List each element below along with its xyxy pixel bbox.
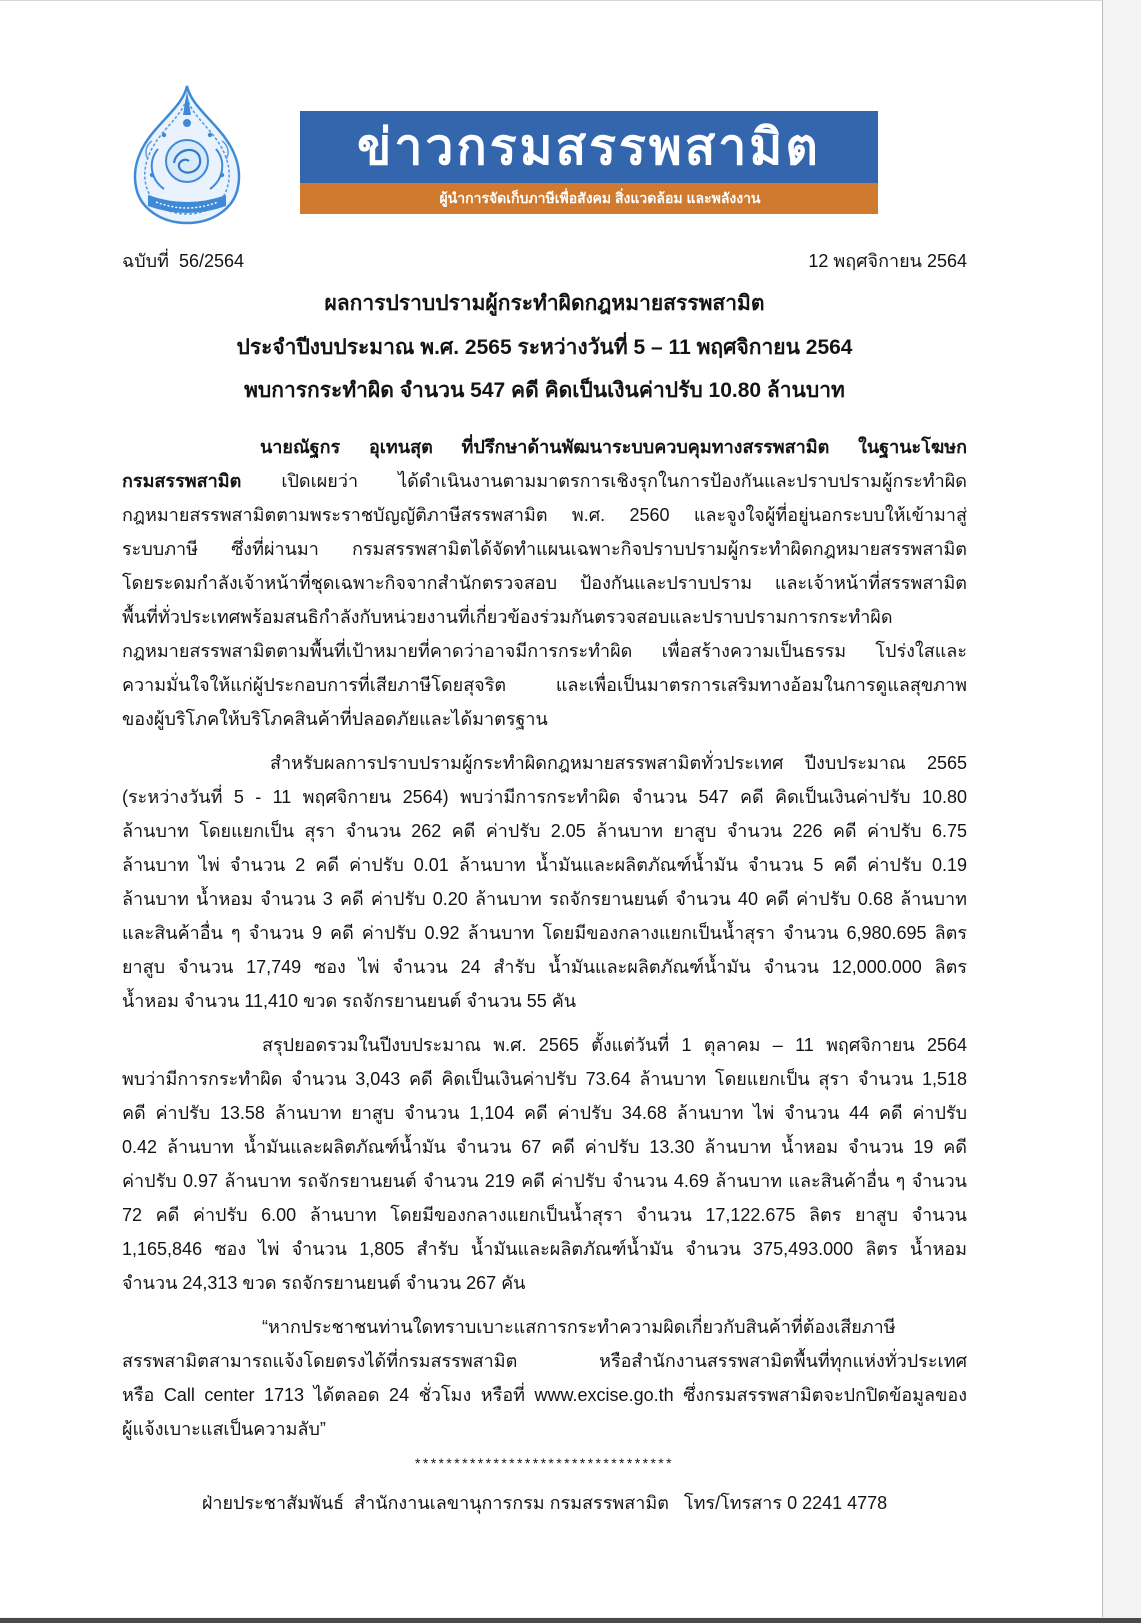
body-line: สรรพสามิตสามารถแจ้งโดยตรงได้ที่กรมสรรพสามิต หรือสำนักงานสรรพสามิตพื้นที่ทุกแห่งทั่วประเทศ bbox=[122, 1351, 967, 1371]
body-line: โดยระดมกำลังเจ้าหน้าที่ชุดเฉพาะกิจจากสำนักตรวจสอบ ป้องกันและปราบปราม และเจ้าหน้าที่สรรพสามิต bbox=[122, 573, 967, 593]
body-line: น้ำหอม จำนวน 11,410 ขวด รถจักรยานยนต์ จำนวน 55 คัน bbox=[122, 991, 577, 1011]
footer-contact: ฝ่ายประชาสัมพันธ์ สำนักงานเลขานุการกรม กรมสรรพสามิต โทร/โทรสาร 0 2241 4778 bbox=[201, 1493, 888, 1513]
body-line: 1,165,846 ซอง ไพ่ จำนวน 1,805 สำรับ น้ำมันและผลิตภัณฑ์น้ำมัน จำนวน 375,493.000 ลิตร น้ำหอม bbox=[122, 1239, 967, 1259]
body-line: คดี ค่าปรับ 13.58 ล้านบาท ยาสูบ จำนวน 1,104 คดี ค่าปรับ 34.68 ล้านบาท ไพ่ จำนวน 44 คดี ค่าปรับ bbox=[122, 1103, 967, 1123]
headline bbox=[122, 282, 967, 413]
paragraph-2 bbox=[122, 746, 967, 1018]
body-line: ล้านบาท น้ำหอม จำนวน 3 คดี ค่าปรับ 0.20 ล้านบาท รถจักรยานยนต์ จำนวน 40 คดี ค่าปรับ 0.68 ล้านบาท bbox=[122, 889, 967, 909]
body-line: หรือ Call center 1713 ได้ตลอด 24 ชั่วโมง หรือที่ www.excise.go.th ซึ่งกรมสรรพสามิตจะปกปิดข้อมูลของ bbox=[122, 1385, 967, 1405]
body-text: เปิดเผยว่า ได้ดำเนินงานตามมาตรการเชิงรุกในการป้องกันและปราบปรามผู้กระทำผิด bbox=[241, 471, 967, 491]
spokesperson-org: กรมสรรพสามิต bbox=[122, 471, 242, 491]
body-line: 72 คดี ค่าปรับ 6.00 ล้านบาท โดยมีของกลางแยกเป็นน้ำสุรา จำนวน 17,122.675 ลิตร ยาสูบ จำนวน bbox=[122, 1205, 967, 1225]
excise-emblem-logo bbox=[128, 83, 246, 227]
body-line: นายณัฐกร อุเทนสุต ที่ปรึกษาด้านพัฒนาระบบควบคุมทางสรรพสามิต ในฐานะโฆษก bbox=[260, 437, 967, 457]
issue-meta bbox=[122, 244, 967, 278]
paragraph-4 bbox=[122, 1310, 967, 1446]
body-line: ของผู้บริโภคให้บริโภคสินค้าที่ปลอดภัยและได้มาตรฐาน bbox=[122, 709, 548, 729]
issue-date: 12 พฤศจิกายน 2564 bbox=[808, 251, 967, 271]
body-line: และสินค้าอื่น ๆ จำนวน 9 คดี ค่าปรับ 0.92 ล้านบาท โดยมีของกลางแยกเป็นน้ำสุรา จำนวน 6,980.695 ลิตร bbox=[122, 923, 967, 943]
news-banner bbox=[300, 111, 878, 214]
issue-number: ฉบับที่ 56/2564 bbox=[122, 251, 245, 271]
banner-tagline-band bbox=[300, 183, 878, 214]
banner-title: ข่าวกรมสรรพสามิต bbox=[357, 119, 821, 175]
body-line: ยาสูบ จำนวน 17,749 ซอง ไพ่ จำนวน 24 สำรับ น้ำมันและผลิตภัณฑ์น้ำมัน จำนวน 12,000.000 ลิตร bbox=[122, 957, 967, 977]
body-line: กฎหมายสรรพสามิตตามพระราชบัญญัติภาษีสรรพสามิต พ.ศ. 2560 และจูงใจผู้ที่อยู่นอกระบบให้เข้ามาสู่ bbox=[122, 505, 967, 525]
body-line: สำหรับผลการปราบปรามผู้กระทำผิดกฎหมายสรรพสามิตทั่วประเทศ ปีงบประมาณ 2565 bbox=[270, 753, 967, 773]
headline-line: ผลการปราบปรามผู้กระทำผิดกฎหมายสรรพสามิต bbox=[324, 292, 765, 315]
banner-title-band bbox=[300, 111, 878, 183]
headline-line: ประจำปีงบประมาณ พ.ศ. 2565 ระหว่างวันที่ 5 – 11 พฤศจิกายน 2564 bbox=[236, 335, 853, 359]
body-line: ผู้แจ้งเบาะแสเป็นความลับ” bbox=[122, 1419, 326, 1439]
banner-tagline: ผู้นำการจัดเก็บภาษีเพื่อสังคม สิ่งแวดล้อม และพลังงาน bbox=[439, 189, 761, 206]
bottom-edge bbox=[0, 1618, 1141, 1623]
paragraph-1 bbox=[122, 430, 967, 736]
body-line: จำนวน 24,313 ขวด รถจักรยานยนต์ จำนวน 267 คัน bbox=[122, 1273, 526, 1293]
body-line: ล้านบาท ไพ่ จำนวน 2 คดี ค่าปรับ 0.01 ล้านบาท น้ำมันและผลิตภัณฑ์น้ำมัน จำนวน 5 คดี ค่าปรับ 0.19 bbox=[122, 855, 967, 875]
body-line: 0.42 ล้านบาท น้ำมันและผลิตภัณฑ์น้ำมัน จำนวน 67 คดี ค่าปรับ 13.30 ล้านบาท น้ำหอม จำนวน 19 คดี bbox=[122, 1137, 967, 1157]
body-line: (ระหว่างวันที่ 5 - 11 พฤศจิกายน 2564) พบว่ามีการกระทำผิด จำนวน 547 คดี คิดเป็นเงินค่าปรับ 10.80 bbox=[122, 787, 967, 807]
headline-line: พบการกระทำผิด จำนวน 547 คดี คิดเป็นเงินค่าปรับ 10.80 ล้านบาท bbox=[244, 379, 845, 402]
body-line: กฎหมายสรรพสามิตตามพื้นที่เป้าหมายที่คาดว่าอาจมีการกระทำผิด เพื่อสร้างความเป็นธรรม โปร่งใสและ bbox=[122, 641, 967, 661]
body-line: ล้านบาท โดยแยกเป็น สุรา จำนวน 262 คดี ค่าปรับ 2.05 ล้านบาท ยาสูบ จำนวน 226 คดี ค่าปรับ 6.75 bbox=[122, 821, 967, 841]
body-line: สรุปยอดรวมในปีงบประมาณ พ.ศ. 2565 ตั้งแต่วันที่ 1 ตุลาคม – 11 พฤศจิกายน 2564 bbox=[262, 1035, 967, 1055]
body-line: “หากประชาชนท่านใดทราบเบาะแสการกระทำความผิดเกี่ยวกับสินค้าที่ต้องเสียภาษี bbox=[262, 1317, 896, 1337]
body-line: ระบบภาษี ซึ่งที่ผ่านมา กรมสรรพสามิตได้จัดทำแผนเฉพาะกิจปราบปรามผู้กระทำผิดกฎหมายสรรพสามิต bbox=[122, 539, 967, 559]
body-line: ค่าปรับ 0.97 ล้านบาท รถจักรยานยนต์ จำนวน 219 คดี ค่าปรับ จำนวน 4.69 ล้านบาท และสินค้าอื่น ๆ จำนวน bbox=[122, 1171, 967, 1191]
body-line: ความมั่นใจให้แก่ผู้ประกอบการที่เสียภาษีโดยสุจริต และเพื่อเป็นมาตรการเสริมทางอ้อมในการดูแลสุขภาพ bbox=[122, 675, 967, 695]
paragraph-3 bbox=[122, 1028, 967, 1300]
body-line bbox=[122, 464, 967, 498]
body-line: พบว่ามีการกระทำผิด จำนวน 3,043 คดี คิดเป็นเงินค่าปรับ 73.64 ล้านบาท โดยแยกเป็น สุรา จำนวน 1,518 bbox=[122, 1069, 967, 1089]
body-line: พื้นที่ทั่วประเทศพร้อมสนธิกำลังกับหน่วยงานที่เกี่ยวข้องร่วมกันตรวจสอบและปราบปรามการกระทำผิด bbox=[122, 607, 893, 627]
separator: ********************************* bbox=[415, 1455, 674, 1471]
